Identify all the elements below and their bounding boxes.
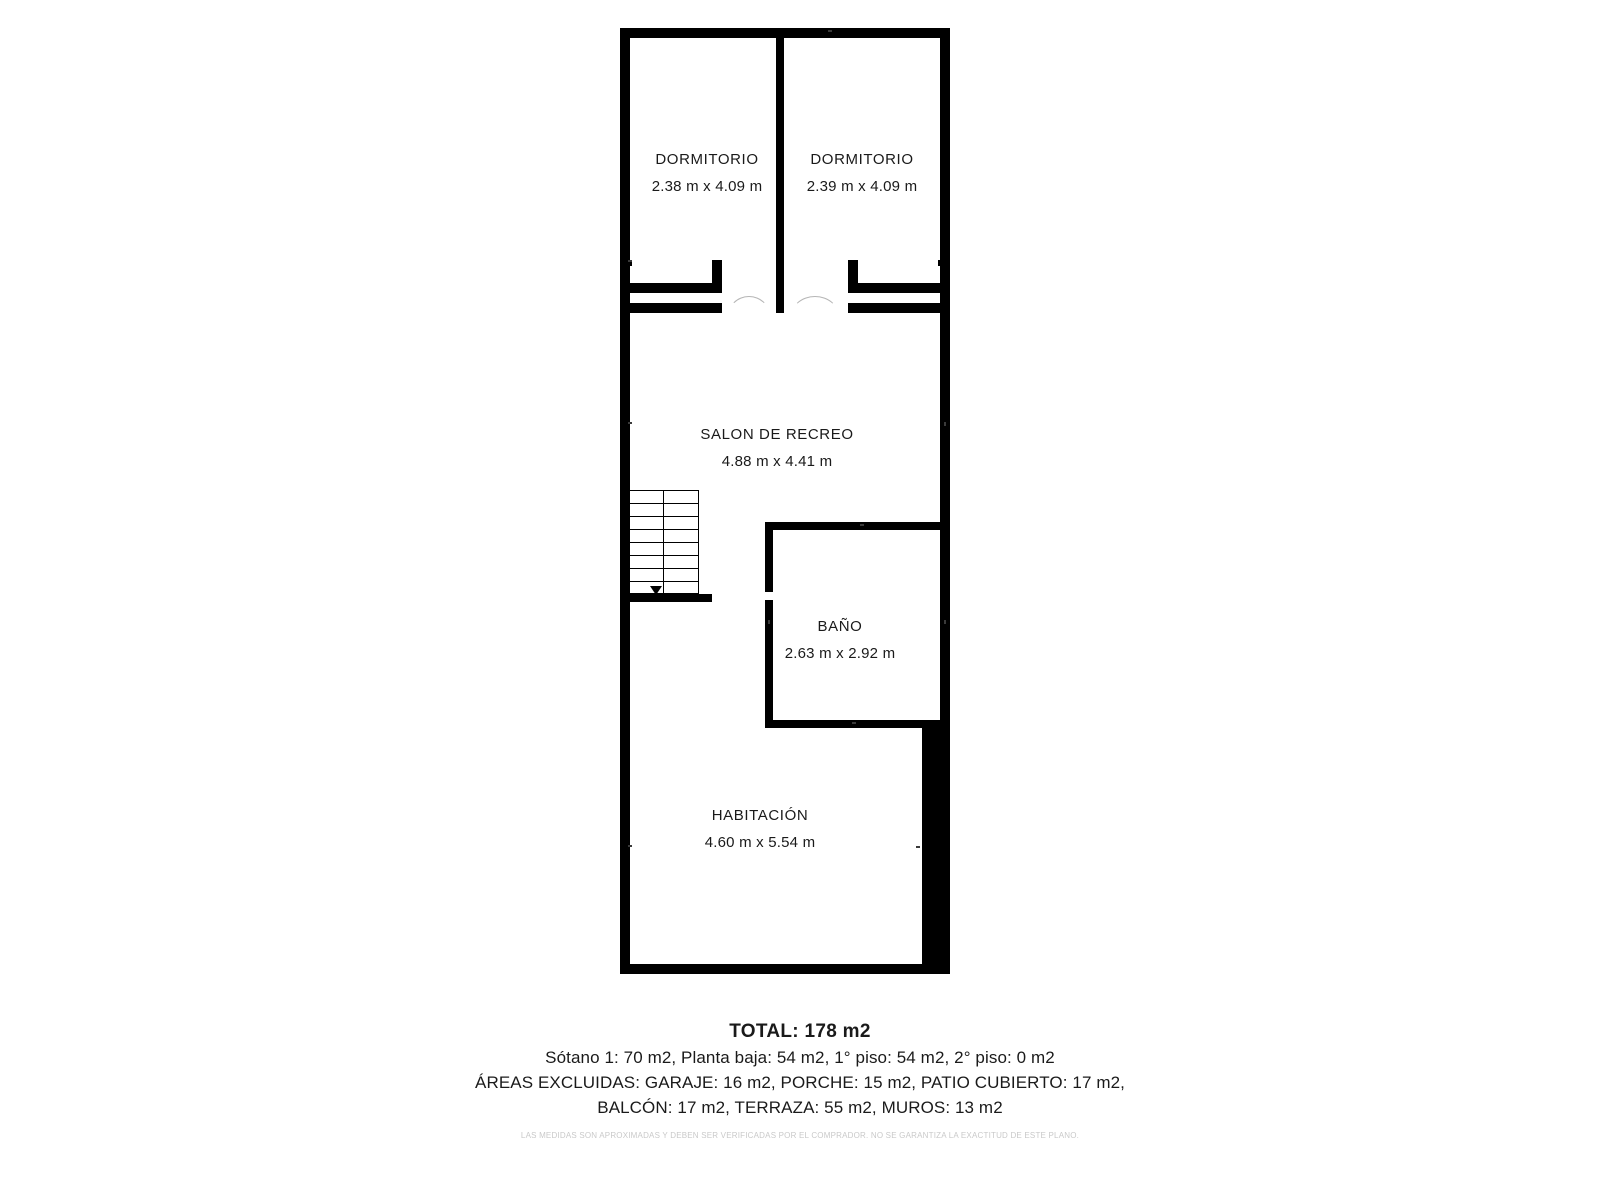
closet-bedroom-left-front [630, 283, 722, 293]
wall-bathroom-left-upper [765, 522, 773, 592]
room-dimensions: 4.60 m x 5.54 m [704, 834, 816, 851]
wall-tick [628, 260, 632, 262]
disclaimer-text: LAS MEDIDAS SON APROXIMADAS Y DEBEN SER VERIFICADAS POR EL COMPRADOR. NO SE GARANTIZA LA EXACTITUD DE ESTE PLANO. [520, 1131, 1080, 1140]
room-name: SALON DE RECREO [700, 426, 854, 443]
wall-habitacion-right-thick [922, 728, 950, 974]
floor-breakdown-line: Sótano 1: 70 m2, Planta baja: 54 m2, 1° piso: 54 m2, 2° piso: 0 m2 [545, 1048, 1055, 1067]
room-name: DORMITORIO [655, 151, 759, 168]
room-dimensions: 2.38 m x 4.09 m [651, 178, 763, 195]
closet-bedroom-left-side [712, 260, 722, 290]
wall-tick [916, 846, 920, 848]
area-summary [0, 1018, 1600, 1120]
room-dimensions: 2.63 m x 2.92 m [784, 645, 896, 662]
room-label-habitacion [705, 806, 816, 854]
wall-tick [628, 845, 632, 847]
excluded-areas-line-1: ÁREAS EXCLUIDAS: GARAJE: 16 m2, PORCHE: 15 m2, PATIO CUBIERTO: 17 m2, [475, 1073, 1125, 1092]
total-area-label: TOTAL: 178 m2 [729, 1021, 871, 1042]
wall-stair-landing [620, 594, 712, 602]
wall-between-bedrooms [776, 28, 784, 313]
room-label-dormitorio-left [652, 150, 763, 198]
room-label-salon-de-recreo [700, 425, 853, 473]
closet-bedroom-right-side [848, 260, 858, 290]
wall-bathroom-bottom [765, 720, 950, 728]
wall-exterior-bottom [620, 964, 950, 974]
wall-bedroom-left-bottom [620, 303, 722, 313]
room-dimensions: 4.88 m x 4.41 m [721, 453, 833, 470]
staircase [627, 490, 699, 594]
wall-bedroom-right-bottom [848, 303, 950, 313]
closet-bedroom-right-front [848, 283, 940, 293]
stair-direction-arrow-icon [650, 586, 662, 595]
room-label-bano [785, 617, 896, 665]
room-label-dormitorio-right [807, 150, 918, 198]
room-name: HABITACIÓN [711, 807, 809, 824]
wall-tick [860, 524, 864, 526]
wall-tick [768, 620, 770, 624]
wall-tick [852, 722, 856, 724]
wall-closet-right-top [938, 260, 950, 266]
room-name: BAÑO [817, 618, 863, 635]
room-dimensions: 2.39 m x 4.09 m [806, 178, 918, 195]
wall-tick [944, 422, 946, 426]
wall-tick [628, 422, 632, 424]
door-swing-bedroom-left-icon [727, 296, 771, 340]
excluded-areas-line-2: BALCÓN: 17 m2, TERRAZA: 55 m2, MUROS: 13 m2 [597, 1098, 1003, 1117]
wall-tick [828, 30, 832, 32]
wall-bathroom-top [765, 522, 950, 530]
door-swing-bedroom-right-icon [790, 296, 840, 340]
wall-exterior-top [620, 28, 950, 38]
room-name: DORMITORIO [810, 151, 914, 168]
wall-tick [944, 620, 946, 624]
